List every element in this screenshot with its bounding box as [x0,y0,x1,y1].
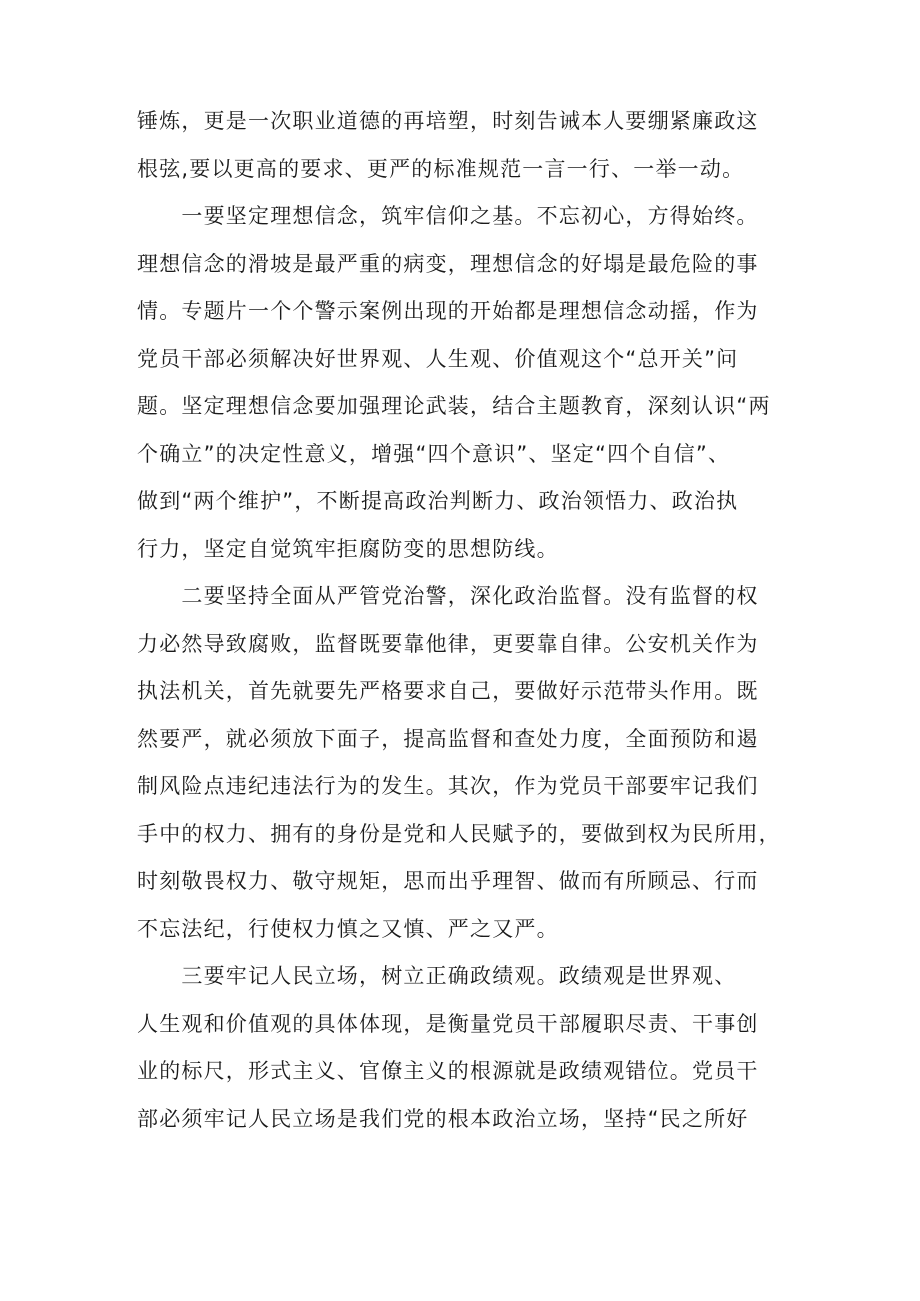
text-line: 根弦,要以更高的要求、更严的标准规范一言一行、一举一动。 [137,156,745,181]
text-line: 理想信念的滑坡是最严重的病变，理想信念的好塌是最危险的事 [137,251,759,276]
paragraph-1 [137,98,797,193]
text-line: 然要严，就必须放下面子，提高监督和查处力度，全面预防和遏 [137,726,759,751]
text-line: 执法机关，首先就要先严格要求自己，要做好示范带头作用。既 [137,679,759,703]
document-body [137,98,797,1143]
text-line: 二要坚持全面从严管党治警，深化政治监督。没有监督的权 [137,584,759,608]
text-line: 时刻敬畏权力、敬守规矩，思而出乎理智、做而有所顾忌、行而 [137,869,759,893]
text-line: 个确立”的决定性意义，增强“四个意识”、坚定“四个自信”、 [137,441,731,466]
text-line: 部必须牢记人民立场是我们党的根本政治立场，坚持“民之所好 [137,1106,749,1131]
text-line: 行力，坚定自觉筑牢拒腐防变的思想防线。 [137,536,559,561]
text-line: 手中的权力、拥有的身份是党和人民赋予的，要做到权为民所用， [137,821,781,846]
text-line: 制风险点违纪违法行为的发生。其次，作为党员干部要牢记我们 [137,774,759,798]
text-line: 力必然导致腐败，监督既要靠他律，更要靠自律。公安机关作为 [137,631,759,656]
text-line: 党员干部必须解决好世界观、人生观、价值观这个“总开关”问 [137,346,739,371]
text-line: 题。坚定理想信念要加强理论武装，结合主题教育，深刻认识“两 [137,394,771,418]
paragraph-4 [137,953,797,1143]
text-line: 人生观和价值观的具体体现，是衡量党员干部履职尽责、干事创 [137,1011,759,1036]
text-line: 不忘法纪，行使权力慎之又慎、严之又严。 [137,916,559,941]
paragraph-3 [137,573,797,953]
text-line: 业的标尺，形式主义、官僚主义的根源就是政绩观错位。党员干 [137,1059,759,1083]
text-line: 锤炼，更是一次职业道德的再培塑，时刻告诫本人要绷紧廉政这 [137,109,759,133]
text-line: 一要坚定理想信念，筑牢信仰之基。不忘初心，方得始终。 [137,204,759,228]
text-line: 情。专题片一个个警示案例出现的开始都是理想信念动摇，作为 [137,299,759,323]
text-line: 三要牢记人民立场，树立正确政绩观。政绩观是世界观、 [137,964,737,988]
text-line: 做到“两个维护”，不断提高政治判断力、政治领悟力、政治执 [137,489,739,513]
paragraph-2 [137,193,797,573]
